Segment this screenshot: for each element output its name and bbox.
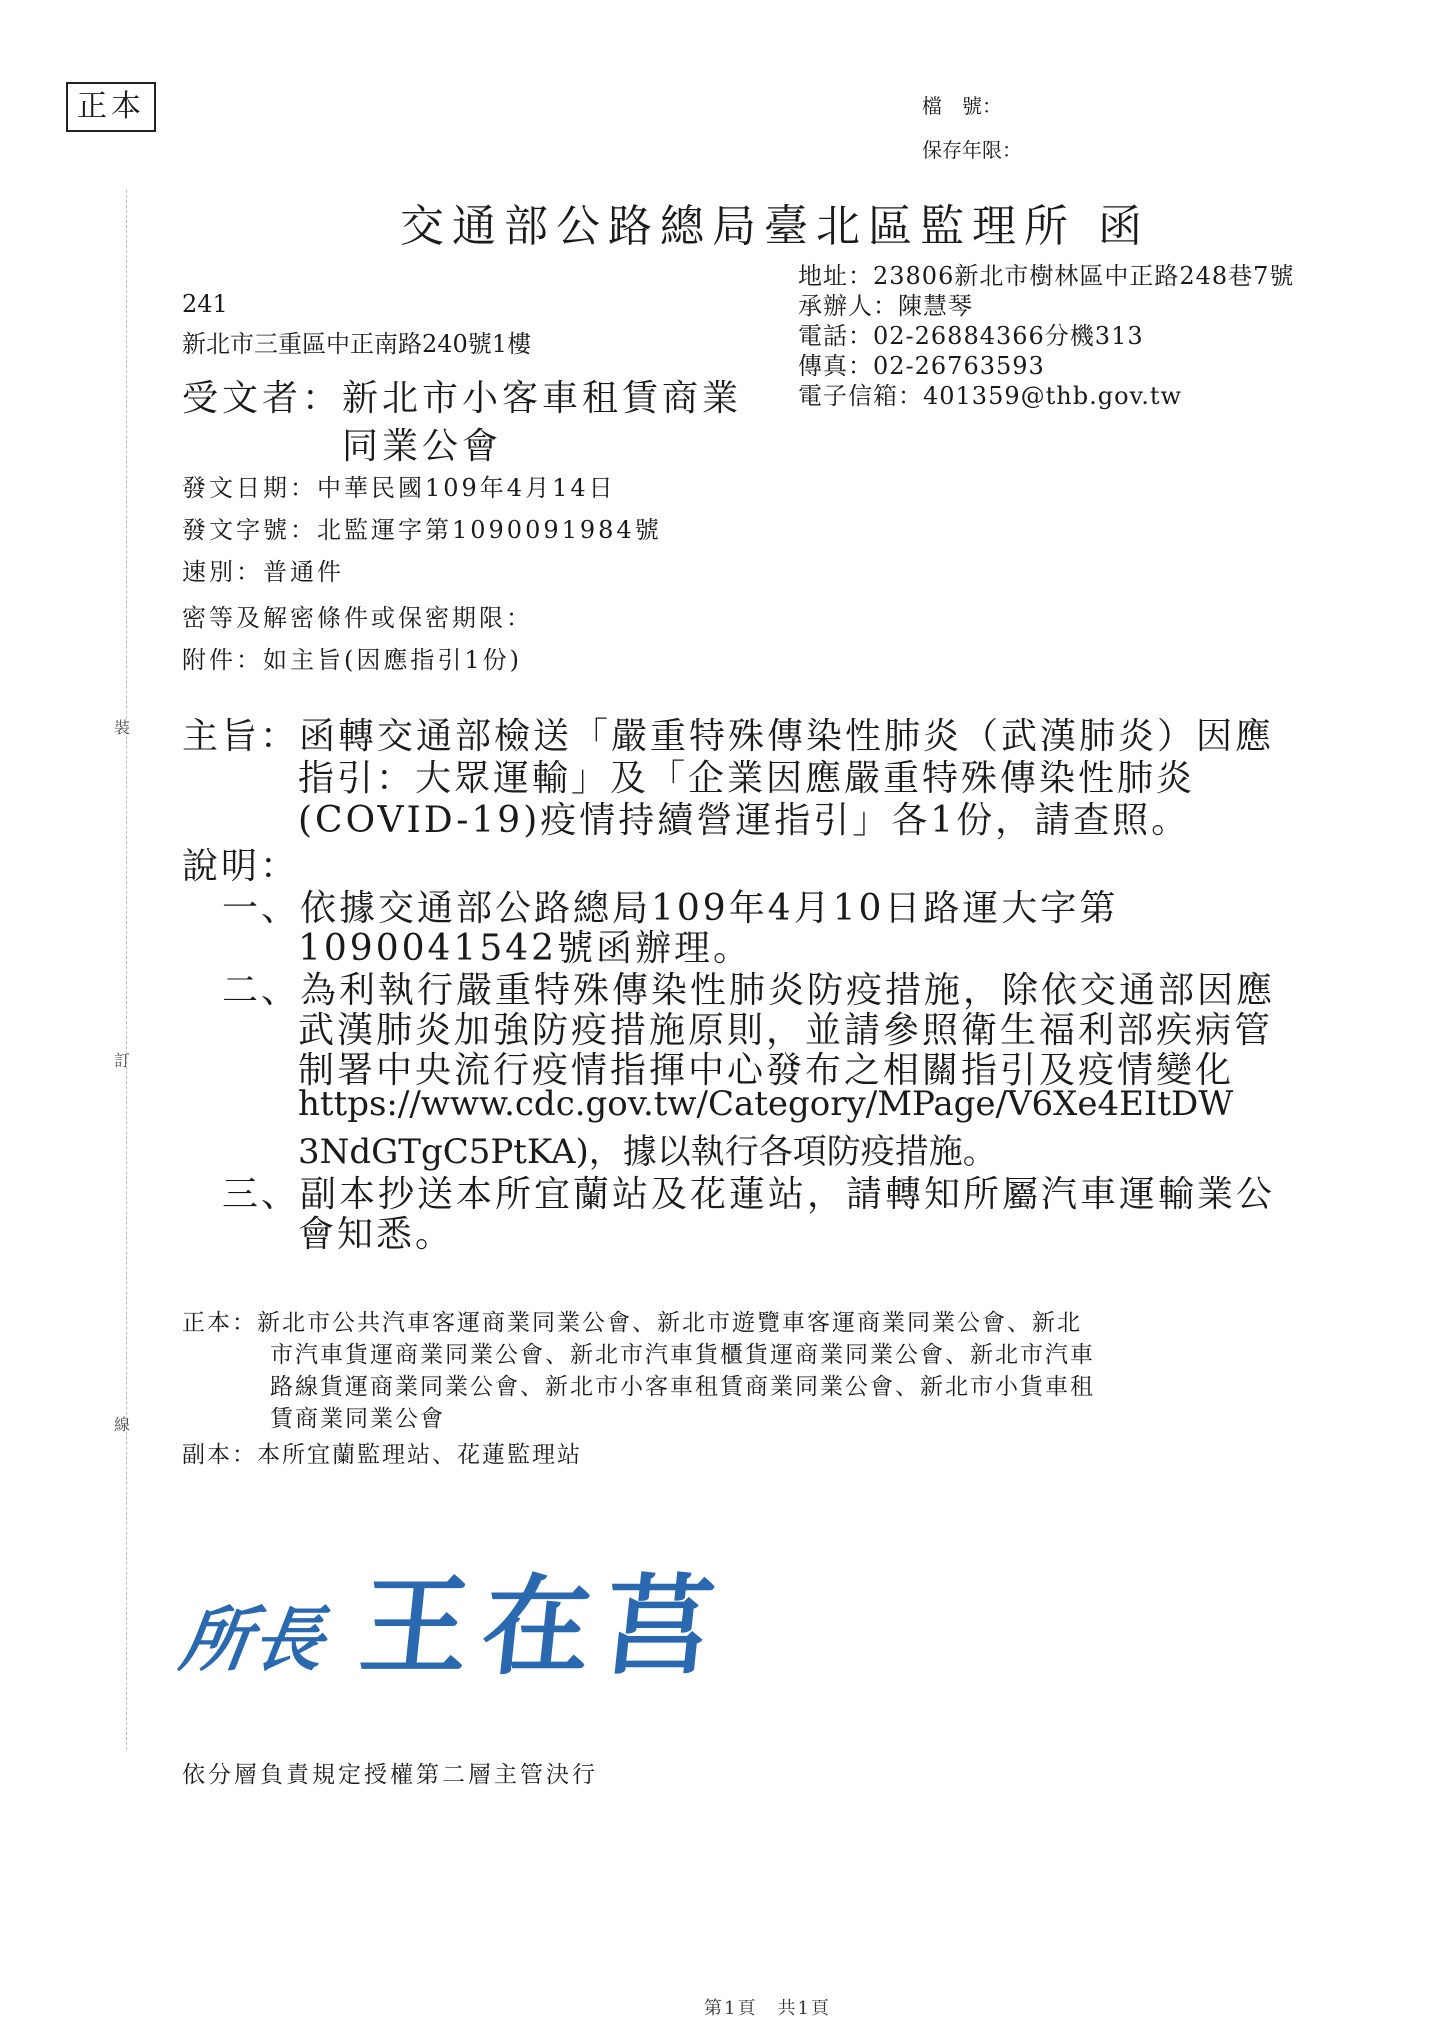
explanation-item-2-line-2: 武漢肺炎加強防疫措施原則，並請參照衛生福利部疾病管	[298, 1010, 1274, 1051]
contact-phone: 電話：02-26884366分機313	[798, 322, 1144, 350]
delivery-speed: 速別：普通件	[182, 558, 344, 586]
signature-title: 所長	[175, 1598, 332, 1681]
distribution-main-line-1: 正本：新北市公共汽車客運商業同業公會、新北市遊覽車客運商業同業公會、新北	[182, 1310, 1082, 1336]
contact-fax: 傳真：02-26763593	[798, 352, 1045, 380]
explanation-item-2-url-line-1: https://www.cdc.gov.tw/Category/MPage/V6Xe4EItDW	[298, 1084, 1234, 1124]
issue-date: 發文日期：中華民國109年4月14日	[182, 474, 616, 502]
explanation-item-2-url-line-2: 3NdGTgC5PtKA)，據以執行各項防疫措施。	[298, 1132, 997, 1172]
recipient-postal-code: 241	[182, 290, 228, 318]
attachment: 附件：如主旨(因應指引1份)	[182, 646, 522, 674]
contact-handler: 承辦人：陳慧琴	[798, 292, 973, 320]
contact-email: 電子信箱：401359@thb.gov.tw	[798, 382, 1183, 410]
explanation-item-1-line-1: 一、依據交通部公路總局109年4月10日路運大字第	[222, 888, 1119, 929]
subject-line-1: 主旨：函轉交通部檢送「嚴重特殊傳染性肺炎（武漢肺炎）因應	[182, 716, 1275, 757]
subject-line-2: 指引：大眾運輸」及「企業因應嚴重特殊傳染性肺炎	[298, 758, 1196, 799]
explanation-item-2-line-3: 制署中央流行疫情指揮中心發布之相關指引及疫情變化	[298, 1050, 1235, 1091]
document-title: 交通部公路總局臺北區監理所 函	[400, 201, 1150, 252]
binding-mark-staple: 訂	[114, 1051, 131, 1070]
page-number: 第1頁 共1頁	[704, 1998, 831, 2019]
authorization-note: 依分層負責規定授權第二層主管決行	[182, 1762, 598, 1788]
distribution-main-line-2: 市汽車貨運商業同業公會、新北市汽車貨櫃貨運商業同業公會、新北市汽車	[270, 1342, 1095, 1368]
binding-mark-bind: 裝	[114, 718, 131, 737]
explanation-item-2-line-1: 二、為利執行嚴重特殊傳染性肺炎防疫措施，除依交通部因應	[222, 970, 1276, 1011]
file-number-label: 檔 號：	[922, 94, 1002, 118]
distribution-copy: 副本：本所宜蘭監理站、花蓮監理站	[182, 1442, 582, 1468]
explanation-item-3-line-2: 會知悉。	[298, 1214, 455, 1255]
distribution-main-line-3: 路線貨運商業同業公會、新北市小客車租賃商業同業公會、新北市小貨車租	[270, 1374, 1095, 1400]
distribution-main-line-4: 賃商業同業公會	[270, 1406, 445, 1432]
explanation-heading: 說明：	[182, 846, 300, 887]
explanation-item-1-line-2: 1090041542號函辦理。	[298, 928, 753, 969]
copy-type-stamp: 正本	[66, 82, 156, 132]
document-number: 發文字號：北監運字第1090091984號	[182, 516, 662, 544]
subject-line-3: (COVID-19)疫情持續營運指引」各1份，請查照。	[298, 800, 1191, 841]
binding-mark-line: 線	[114, 1415, 131, 1434]
secrecy-level: 密等及解密條件或保密期限：	[182, 604, 533, 632]
signature-name: 王在莒	[354, 1564, 734, 1690]
binding-line	[126, 190, 127, 1750]
contact-address: 地址：23806新北市樹林區中正路248巷7號	[798, 262, 1295, 290]
recipient-name: 受文者：新北市小客車租賃商業	[182, 378, 743, 419]
recipient-name-line2: 同業公會	[342, 426, 503, 467]
recipient-address: 新北市三重區中正南路240號1樓	[182, 330, 532, 358]
explanation-item-3-line-1: 三、副本抄送本所宜蘭站及花蓮站，請轉知所屬汽車運輸業公	[222, 1174, 1276, 1215]
director-signature	[175, 1540, 734, 1695]
retention-period-label: 保存年限：	[922, 138, 1022, 162]
